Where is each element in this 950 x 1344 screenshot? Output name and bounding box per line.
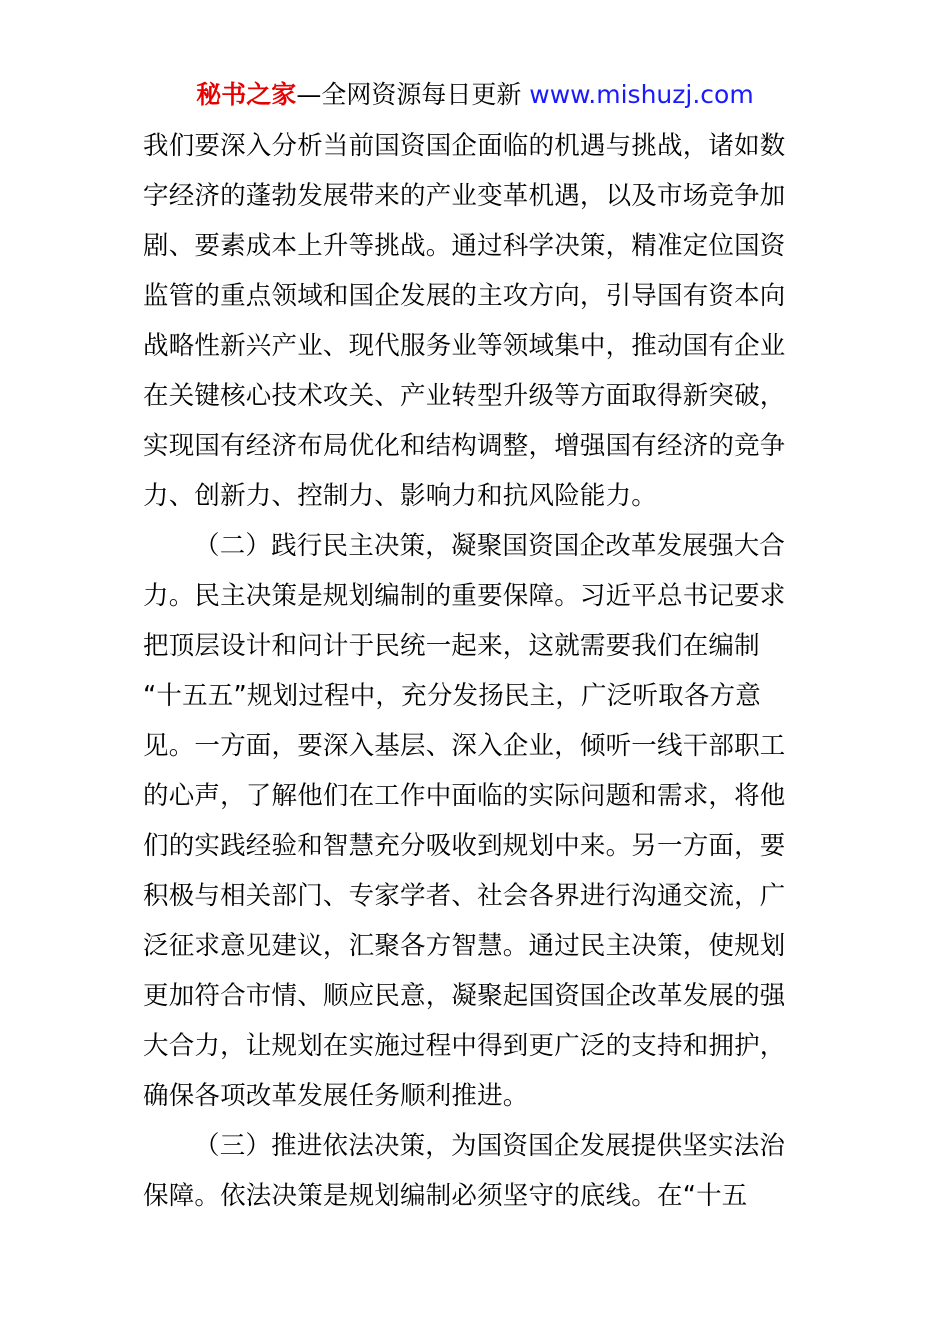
site-brand: 秘书之家 — [196, 80, 297, 109]
text-line: 的心声，了解他们在工作中面临的实际问题和需求，将他 — [143, 781, 786, 811]
document-body — [143, 121, 808, 1221]
text-line: 更加符合市情、顺应民意，凝聚起国资国企改革发展的强 — [143, 981, 786, 1011]
text-line: 确保各项改革发展任务顺利推进。 — [143, 1081, 529, 1111]
text-line: 们的实践经验和智慧充分吸收到规划中来。另一方面，要 — [143, 831, 786, 861]
site-header — [0, 78, 950, 112]
text-line: “十五五”规划过程中，充分发扬民主，广泛听取各方意 — [143, 681, 761, 711]
text-line: 字经济的蓬勃发展带来的产业变革机遇，以及市场竞争加 — [143, 181, 786, 211]
text-line: 力、创新力、控制力、影响力和抗风险能力。 — [143, 481, 658, 511]
text-line: 实现国有经济布局优化和结构调整，增强国有经济的竞争 — [143, 431, 786, 461]
text-line: 剧、要素成本上升等挑战。通过科学决策，精准定位国资 — [143, 231, 786, 261]
text-line: 保障。依法决策是规划编制必须坚守的底线。在“十五 — [143, 1181, 748, 1211]
text-line: 积极与相关部门、专家学者、社会各界进行沟通交流，广 — [143, 881, 786, 911]
text-line: 监管的重点领域和国企发展的主攻方向，引导国有资本向 — [143, 281, 786, 311]
section-heading-line: （三）推进依法决策，为国资国企发展提供坚实法治 — [194, 1131, 786, 1161]
text-line: 见。一方面，要深入基层、深入企业，倾听一线干部职工 — [143, 731, 786, 761]
text-line: 力。民主决策是规划编制的重要保障。习近平总书记要求 — [143, 581, 786, 611]
text-line: 在关键核心技术攻关、产业转型升级等方面取得新突破， — [143, 381, 786, 411]
text-line: 大合力，让规划在实施过程中得到更广泛的支持和拥护， — [143, 1031, 786, 1061]
site-url-link[interactable]: www.mishuzj.com — [529, 80, 754, 109]
text-line: 把顶层设计和问计于民统一起来，这就需要我们在编制 — [143, 631, 760, 661]
text-line: 战略性新兴产业、现代服务业等领域集中，推动国有企业 — [143, 331, 786, 361]
text-line: 泛征求意见建议，汇聚各方智慧。通过民主决策，使规划 — [143, 931, 786, 961]
site-tagline: —全网资源每日更新 — [296, 80, 530, 109]
section-heading-line: （二）践行民主决策，凝聚国资国企改革发展强大合 — [194, 531, 786, 561]
text-line: 我们要深入分析当前国资国企面临的机遇与挑战，诸如数 — [143, 131, 786, 161]
